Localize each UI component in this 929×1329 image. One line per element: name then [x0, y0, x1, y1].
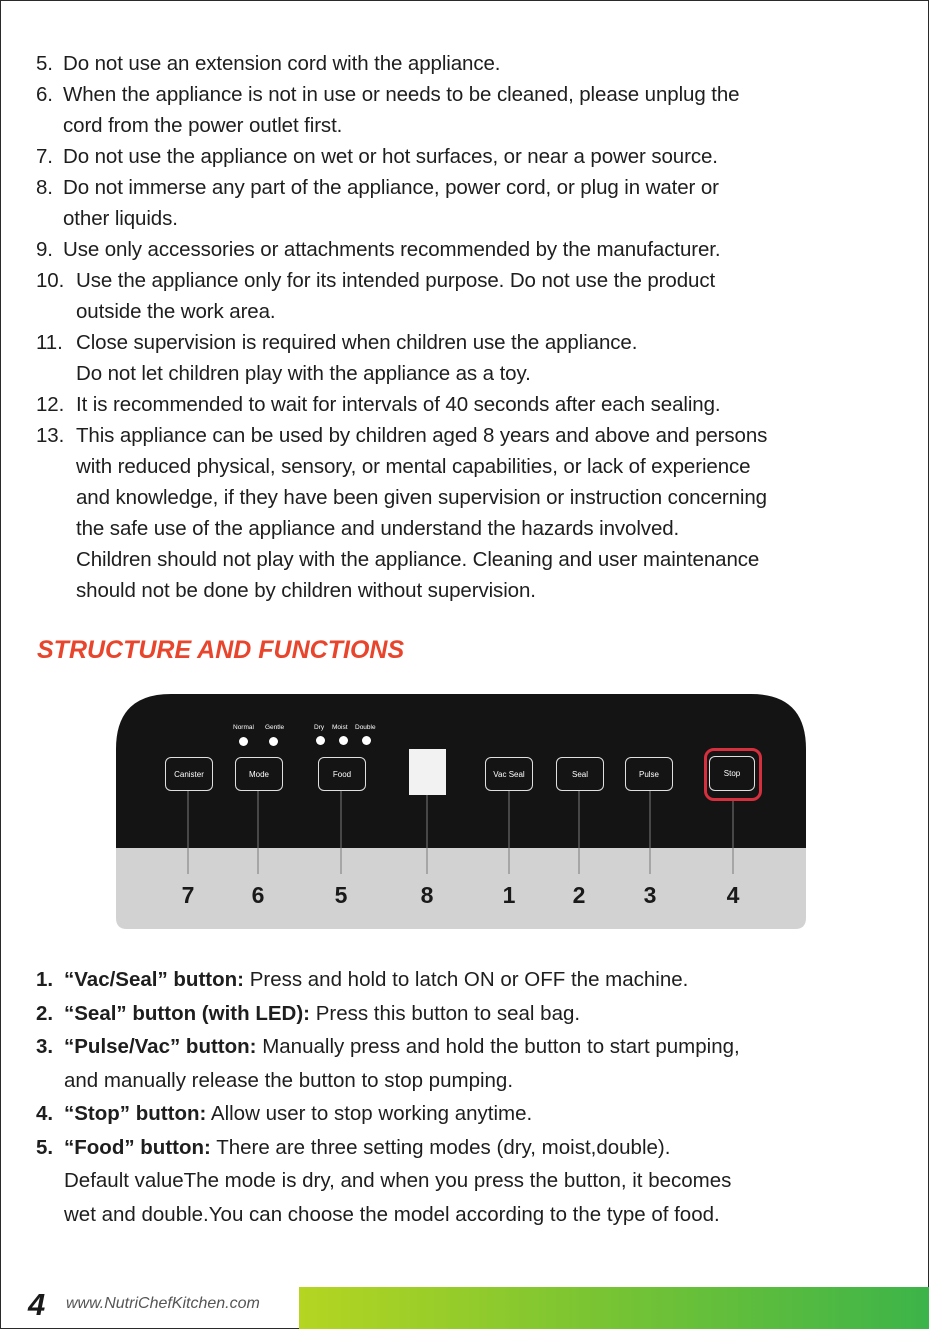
- function-term: “Vac/Seal” button:: [64, 968, 244, 991]
- callout-vac-seal: 1: [502, 882, 516, 908]
- safety-item-9: [36, 234, 916, 265]
- function-item-4: [36, 1097, 916, 1131]
- item-text-line: Do not immerse any part of the appliance, power cord, or plug in water or: [63, 176, 719, 199]
- safety-item-13: [36, 420, 916, 606]
- mode-button[interactable]: Mode: [235, 757, 283, 791]
- section-title: STRUCTURE AND FUNCTIONS: [37, 636, 405, 664]
- function-text-line: Default valueThe mode is dry, and when you press the button, it becomes: [64, 1169, 732, 1192]
- control-panel-diagram: [115, 694, 807, 930]
- website-url: www.NutriChefKitchen.com: [66, 1295, 260, 1312]
- callout-mode: 6: [251, 882, 265, 908]
- page-number: 4: [28, 1287, 46, 1322]
- functions-list: [36, 963, 916, 1231]
- function-term: “Pulse/Vac” button:: [64, 1035, 257, 1058]
- function-item-1: [36, 963, 916, 997]
- item-text-line: cord from the power outlet first.: [63, 114, 343, 137]
- panel-label-strip: [116, 848, 806, 929]
- item-number: 6.: [36, 83, 53, 106]
- panel-body: [115, 694, 807, 930]
- callout-stop: 4: [726, 882, 740, 908]
- function-text-line: wet and double.You can choose the model according to the type of food.: [64, 1202, 720, 1226]
- item-text-line: This appliance can be used by children aged 8 years and above and persons: [76, 424, 768, 447]
- led-gentle: [269, 737, 278, 746]
- function-item-5: [36, 1131, 916, 1232]
- item-number: 5.: [36, 52, 53, 75]
- safety-item-7: [36, 141, 916, 172]
- item-number: 1.: [36, 968, 54, 991]
- display-window: [409, 749, 446, 795]
- item-text-line: outside the work area.: [76, 300, 276, 323]
- pulse-button[interactable]: Pulse: [625, 757, 673, 791]
- canister-button[interactable]: Canister: [165, 757, 213, 791]
- item-text-line: Do not let children play with the appliance as a toy.: [76, 362, 531, 385]
- item-text-line: Close supervision is required when children use the appliance.: [76, 331, 638, 354]
- item-text-line: Use the appliance only for its intended purpose. Do not use the product: [76, 269, 716, 292]
- item-number: 9.: [36, 238, 53, 261]
- item-text: Do not use the appliance on wet or hot surfaces, or near a power source.: [63, 145, 718, 168]
- safety-item-6: [36, 79, 916, 141]
- function-text: Press this button to seal bag.: [315, 1001, 581, 1025]
- item-number: 13.: [36, 424, 65, 447]
- footer-color-bar: [299, 1287, 929, 1329]
- item-text: Do not use an extension cord with the appliance.: [63, 52, 501, 75]
- safety-item-5: [36, 48, 916, 79]
- food-button[interactable]: Food: [318, 757, 366, 791]
- function-term: “Food” button:: [64, 1135, 211, 1159]
- function-text: Manually press and hold the button to start pumping,: [262, 1035, 740, 1058]
- led-dry: [316, 736, 325, 745]
- led-label-dry: Dry: [314, 724, 325, 731]
- led-moist: [339, 736, 348, 745]
- item-number: 3.: [36, 1035, 54, 1058]
- function-text-line: and manually release the button to stop pumping.: [64, 1068, 514, 1092]
- callout-pulse: 3: [643, 882, 657, 908]
- led-label-moist: Moist: [332, 724, 348, 731]
- item-text-line: should not be done by children without supervision.: [76, 579, 536, 602]
- led-double: [362, 736, 371, 745]
- item-number: 12.: [36, 393, 65, 416]
- function-item-3: [36, 1030, 916, 1097]
- function-term: “Seal” button (with LED):: [64, 1001, 310, 1025]
- led-normal: [239, 737, 248, 746]
- item-text-line: When the appliance is not in use or needs to be cleaned, please unplug the: [63, 83, 740, 106]
- item-number: 10.: [36, 269, 65, 292]
- function-text: Press and hold to latch ON or OFF the machine.: [249, 968, 689, 991]
- item-text-line: with reduced physical, sensory, or mental capabilities, or lack of experience: [76, 455, 751, 478]
- safety-item-8: [36, 172, 916, 234]
- function-text: There are three setting modes (dry, moist,double).: [216, 1135, 671, 1159]
- led-label-gentle: Gentle: [265, 724, 285, 731]
- safety-item-11: [36, 327, 916, 389]
- panel-dark-face: [116, 694, 806, 848]
- safety-item-12: [36, 389, 916, 420]
- stop-button-highlight: [704, 748, 762, 801]
- function-item-2: [36, 997, 916, 1031]
- function-text: Allow user to stop working anytime.: [210, 1102, 533, 1125]
- function-term: “Stop” button:: [64, 1102, 207, 1125]
- item-number: 5.: [36, 1135, 54, 1159]
- callout-seal: 2: [572, 882, 586, 908]
- callout-display: 8: [420, 882, 434, 908]
- item-text-line: the safe use of the appliance and understand the hazards involved.: [76, 517, 680, 540]
- safety-instructions-list: [36, 48, 916, 606]
- item-number: 7.: [36, 145, 53, 168]
- callout-food: 5: [334, 882, 348, 908]
- item-text: It is recommended to wait for intervals of 40 seconds after each sealing.: [76, 393, 721, 416]
- stop-button[interactable]: Stop: [709, 756, 755, 791]
- item-number: 4.: [36, 1102, 54, 1125]
- led-label-normal: Normal: [233, 724, 254, 731]
- seal-button[interactable]: Seal: [556, 757, 604, 791]
- led-label-double: Double: [355, 724, 376, 731]
- item-number: 2.: [36, 1001, 54, 1025]
- item-number: 11.: [36, 331, 63, 354]
- item-text-line: Children should not play with the appliance. Cleaning and user maintenance: [76, 548, 760, 571]
- item-text-line: other liquids.: [63, 207, 178, 230]
- callout-canister: 7: [181, 882, 195, 908]
- vac-seal-button[interactable]: Vac Seal: [485, 757, 533, 791]
- item-text: Use only accessories or attachments recommended by the manufacturer.: [63, 238, 721, 261]
- safety-item-10: [36, 265, 916, 327]
- item-number: 8.: [36, 176, 53, 199]
- item-text-line: and knowledge, if they have been given supervision or instruction concerning: [76, 486, 767, 509]
